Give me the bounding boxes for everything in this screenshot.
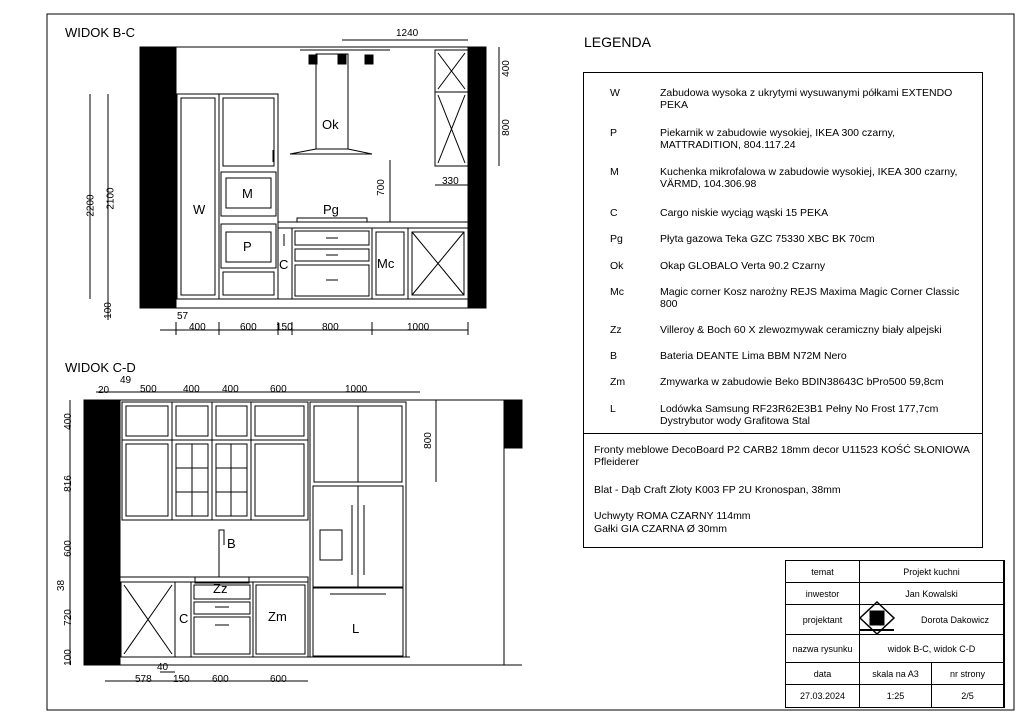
tb-strona-label: nr strony — [932, 663, 1004, 685]
legend-box: W Zabudowa wysoka z ukrytymi wysuwanymi półkami EXTENDO PEKA P Piekarnik w zabudowie wysokiej, IKEA 300 czarny, MATTRADITION, 804.117.24 M Kuchenka mikrofalowa w zabudowie wysokiej, IKEA 300 czarny, VÄRMD, 104.306.98 C Cargo niskie wyciąg wąski 15 PEKA Pg Płyta gazowa Teka GZC 75330 XBC BK 70cm Ok Okap GLOBALO Verta 90.2 Czarny Mc Magic corner Kosz narożny REJS Maxima Magic Corner Classic 800 Zz Villeroy & Boch 60 X zlewozmywak ceramiczny biały alpejski B Bateria DEANTE Lima BBM N72M Nero Zm Zmywarka w zabudowie Beko BDIN38643C bPro500 59,8cm L Lodówka Samsung RF23R62E3B1 Pełny No Frost 177,7cm Dystrybutor wody Grafitowa Stal Fronty meblowe DecoBoard P2 CARB2 18mm decor U11523 KOŚĆ SŁONIOWA Pfleiderer Blat - Dąb Craft Złoty K003 FP 2U Kronospan, 38mm Uchwyty ROMA CZARNY 114mm Gałki GIA CZARNA Ø 30mm — [583, 72, 983, 548]
cd-dim-right-800: 800 — [422, 432, 434, 449]
view-cd-title: WIDOK C-D — [65, 360, 136, 375]
cd-wall-left — [84, 400, 120, 665]
cd-dim-20: 20 — [98, 385, 110, 396]
bc-label-ok: Ok — [322, 117, 339, 132]
bc-label-mc: Mc — [377, 256, 395, 271]
bc-label-p: P — [243, 239, 252, 254]
cd-label-l: L — [352, 621, 360, 636]
title-block — [785, 560, 1005, 708]
tb-skala-value: 1:25 — [860, 685, 932, 707]
cd-dim-400b: 400 — [222, 384, 239, 395]
bc-wall-right — [468, 47, 486, 308]
bc-drawer-unit — [292, 228, 372, 299]
note-fronts: Fronty meblowe DecoBoard P2 CARB2 18mm decor U11523 KOŚĆ SŁONIOWA Pfleiderer — [594, 444, 970, 468]
cd-faucet — [219, 530, 224, 577]
tb-data-value: 27.03.2024 — [786, 685, 860, 707]
bc-dim-1240: 1240 — [396, 28, 419, 39]
cd-dim-40: 40 — [157, 662, 169, 673]
cd-dim-150: 150 — [173, 674, 190, 685]
note-countertop: Blat - Dąb Craft Złoty K003 FP 2U Kronospan, 38mm — [594, 484, 841, 496]
cd-label-zz: Zz — [213, 581, 228, 596]
bc-dim-upper-400: 400 — [500, 60, 512, 77]
legend-divider — [584, 433, 982, 434]
bc-tall-cabinet-w — [177, 94, 219, 299]
bc-upper-cabinet — [435, 50, 468, 166]
tb-data-label: data — [786, 663, 860, 685]
bc-dim-1000: 1000 — [407, 322, 430, 333]
bc-dim-2200: 2200 — [85, 194, 97, 217]
cd-dim-600a: 600 — [212, 674, 229, 685]
bc-dim-600: 600 — [240, 322, 257, 333]
cd-dim-h600: 600 — [62, 540, 74, 557]
bc-hood — [290, 149, 372, 154]
tb-nazwa-label: nazwa rysunku — [786, 635, 860, 663]
cd-dim-578: 578 — [135, 674, 152, 685]
view-cd-drawing — [70, 392, 522, 681]
tb-strona-value: 2/5 — [932, 685, 1004, 707]
bc-dim-2100: 2100 — [105, 187, 117, 210]
bc-dim-400: 400 — [189, 322, 206, 333]
cd-dim-600: 600 — [270, 384, 287, 395]
note-handles: Uchwyty ROMA CZARNY 114mm — [594, 510, 751, 522]
cd-label-c: C — [179, 611, 189, 626]
cd-dim-600b: 600 — [270, 674, 287, 685]
bc-countertop — [278, 222, 468, 228]
cd-dim-h720: 720 — [62, 609, 74, 626]
tb-projektant-label: projektant — [786, 605, 860, 635]
cd-dim-500: 500 — [140, 384, 157, 395]
bc-gas-hob — [297, 218, 367, 222]
bc-dim-330: 330 — [442, 176, 459, 187]
cd-label-zm: Zm — [268, 609, 287, 624]
bc-label-c: C — [279, 257, 289, 272]
bc-dim-100: 100 — [102, 302, 114, 319]
tb-temat-label: temat — [786, 561, 860, 583]
cd-dim-400a: 400 — [183, 384, 200, 395]
tb-nazwa-value: widok B-C, widok C-D — [860, 635, 1004, 663]
tb-skala-label: skala na A3 — [860, 663, 932, 685]
bc-dim-57: 57 — [177, 311, 189, 322]
cd-label-b: B — [227, 536, 236, 551]
tb-inwestor-value: Jan Kowalski — [860, 583, 1004, 605]
bc-wall-left — [140, 47, 176, 308]
bc-dim-150: 150 — [276, 322, 293, 333]
tb-inwestor-label: inwestor — [786, 583, 860, 605]
note-knobs: Gałki GIA CZARNA Ø 30mm — [594, 523, 728, 535]
cd-dim-h816: 816 — [62, 475, 74, 492]
tb-temat-value: Projekt kuchni — [860, 561, 1004, 583]
bc-label-pg: Pg — [323, 202, 339, 217]
cd-dim-49: 49 — [120, 375, 132, 386]
cd-dim-h38: 38 — [56, 579, 68, 592]
bc-dim-upper-800: 800 — [500, 119, 512, 136]
cd-upper-cabinets — [122, 402, 308, 520]
tb-projektant-value: Dorota Dakowicz — [860, 605, 1004, 635]
cd-dim-1000: 1000 — [345, 384, 368, 395]
bc-dim-800: 800 — [322, 322, 339, 333]
legend-title: LEGENDA — [584, 34, 651, 50]
cd-dim-h400: 400 — [62, 413, 74, 430]
view-bc-title: WIDOK B-C — [65, 25, 136, 40]
bc-hood-chimney — [316, 54, 348, 149]
view-bc-drawing — [90, 40, 499, 335]
cd-wall-right — [504, 400, 522, 448]
bc-label-w: W — [193, 202, 206, 217]
bc-dim-700: 700 — [375, 179, 387, 196]
bc-label-m: M — [242, 186, 253, 201]
cd-dim-h100: 100 — [62, 649, 74, 666]
